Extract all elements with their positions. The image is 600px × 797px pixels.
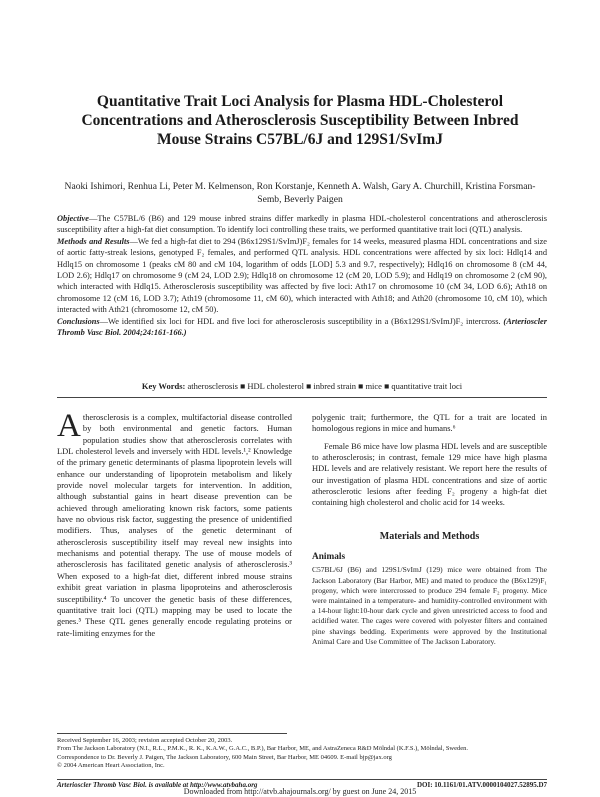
keywords-text: atherosclerosis ■ HDL cholesterol ■ inbred strain ■ mice ■ quantitative trait loci: [187, 381, 463, 391]
col2-paragraph-1: polygenic trait; furthermore, the QTL for a trait are located in homologous regions in mice and humans.⁶: [312, 412, 547, 434]
section-divider: [57, 397, 547, 398]
methods-text: —We fed a high-fat diet to 294 (B6x129S1/SvImJ)F₂ females for 14 weeks, measured plasma HDL concentrations and size of aortic fatty-streak lesions, genotyped F₂ females, and performed QTL analysis. HDL concentrations were affected by six loci: Hdlq14 and Hdlq15 on chromosome 1 (peaks cM 80 and cM 104, logarithm of odds [LOD] 5.3 and 9.7, respectively); Hdlq16 on chromosome 8 (cM 44, LOD 2.6); Hdlq17 on chromosome 9 (cM 24, LOD 2.9); Hdlq18 on chromosome 12 (cM 20, LOD 5.9); and Hdlq19 on chromosome 2 (cM 90), which interacted with Hdlq15. Atherosclerosis susceptibility was affected by five loci: Ath17 on chromosome 10 (cM 34, LOD 6.6); Ath18 on chromosome 12 (cM 16, LOD 3.7); Ath19 (chromosome 11, cM 60), which interacted with Ath18; and Ath20 (chromosome 10, cM 10), which interacted with Ath21 (chromosome 12, cM 50).: [57, 236, 547, 315]
footnote-divider: [57, 733, 287, 734]
intro-paragraph: [57, 408, 292, 639]
keywords-label: Key Words:: [141, 381, 186, 391]
copyright-note: © 2004 American Heart Association, Inc.: [57, 762, 165, 770]
drop-cap: A: [57, 408, 81, 444]
journal-availability: Arterioscler Thromb Vasc Biol. is available at http://www.atvbaha.org: [57, 781, 258, 789]
conclusions-label: Conclusions: [57, 316, 100, 326]
objective-label: Objective: [57, 214, 89, 223]
col2-paragraph-3: C57BL/6J (B6) and 129S1/SvImJ (129) mice were obtained from The Jackson Laboratory (Bar Harbor, ME) and mated to produce the (B6x129)F₁ progeny, which were intercrossed to produce 294 female F₂ progeny. Mice were maintained in a temperature- and humidity-controlled environment with a 14-hour light:10-hour dark cycle and given unrestricted access to food and acidified water. The cages were covered with polyester filters and contained pine shavings bedding. Experiments were approved by the Institutional Animal Care and Use Committee of The Jackson Laboratory.: [312, 565, 547, 646]
abstract: [57, 213, 547, 338]
author-list: Naoki Ishimori, Renhua Li, Peter M. Kelmenson, Ron Korstanje, Kenneth A. Walsh, Gary A. Churchill, Kristina Forsman-Semb, Beverly Paigen: [64, 181, 536, 205]
doi: DOI: 10.1161/01.ATV.0000104027.52895.D7: [416, 781, 547, 789]
abstract-objective: [57, 213, 547, 236]
footnotes: [57, 737, 547, 771]
download-notice: Downloaded from http://atvb.ahajournals.org/ by guest on June 24, 2015: [183, 787, 417, 796]
section-heading: Materials and Methods: [379, 530, 480, 542]
keywords: [57, 381, 547, 391]
col2-paragraph-2: Female B6 mice have low plasma HDL levels and are susceptible to atherosclerosis; in contrast, female 129 mice have high plasma HDL levels and are relatively resistant. We report here the results of our investigation of plasma HDL concentrations and size of aortic atherosclerotic lesions after feeding F₂ progeny a high-fat diet containing high cholesterol and cholic acid for 14 weeks.: [312, 440, 547, 508]
conclusions-text: —We identified six loci for HDL and five loci for atherosclerosis susceptibility in a (B6x129S1/SvImJ)F₂ intercross.: [99, 316, 501, 326]
abstract-methods: [57, 236, 547, 316]
correspondence-note: Correspondence to Dr. Beverly J. Paigen, The Jackson Laboratory, 600 Main Street, Bar Harbor, ME 04609. E-mail bjp@jax.org: [57, 753, 392, 761]
received-note: Received September 16, 2003; revision accepted October 20, 2003.: [57, 737, 233, 744]
footer-divider: [57, 779, 547, 780]
objective-text: —The C57BL/6 (B6) and 129 mouse inbred strains differ markedly in plasma HDL-cholesterol concentrations and atherosclerosis susceptibility after a high-fat diet consumption. To identify loci controlling these traits, we performed quantitative trait loci (QTL) analysis.: [57, 214, 547, 235]
subsection-heading: Animals: [312, 552, 346, 563]
article-title: Quantitative Trait Loci Analysis for Plasma HDL-Cholesterol Concentrations and Atherosclerosis Susceptibility Between Inbred Mouse Strains C57BL/6J and 129S1/SvImJ: [81, 93, 519, 148]
abstract-conclusions: [57, 316, 547, 339]
methods-label: Methods and Results: [57, 236, 130, 246]
affiliation-note: From The Jackson Laboratory (N.I., R.L., P.M.K., R. K., K.A.W., G.A.C., B.P.), Bar Harbor, ME, and AstraZeneca R&D Mölndal (K.F.S.), Mölndal, Sweden.: [57, 745, 469, 753]
body-column-right: [312, 412, 547, 647]
body-column-left: [57, 408, 292, 639]
intro-text: therosclerosis is a complex, multifactorial disease controlled by both environmental and genetic factors. Human population studies show that atherosclerosis correlates with LDL cholesterol levels and inversely with HDL levels.¹,² Knowledge of the primary genetic determinants of plasma lipoprotein levels will enhance our understanding of lipoprotein metabolism and likely provide novel molecular targets for intervention. In addition, although substantial gains in heart disease prevention can be achieved through ameliorating known risk factors, some patients have no obvious risk factor, suggesting the presence of unidentified modifiers. Thus, analyses of the genetic determinant of atherosclerosis susceptibility itself may reveal new insights into mechanisms and potential therapy. The use of mouse models of atherosclerosis has facilitated genetic analysis of atherosclerosis.³ When exposed to a high-fat diet, different inbred mouse strains exhibit great variation in plasma lipoproteins and atherosclerosis susceptibility.⁴ To uncover the genetic basis of these differences, quantitative trait loci (QTL) mapping may be used to locate the genes.⁵ These QTL genes generally encode regulating proteins or rate-limiting enzymes for the: [57, 412, 292, 638]
abstract-citation: (Arterioscler Thromb Vasc Biol. 2004;24:161-166.): [57, 316, 547, 338]
